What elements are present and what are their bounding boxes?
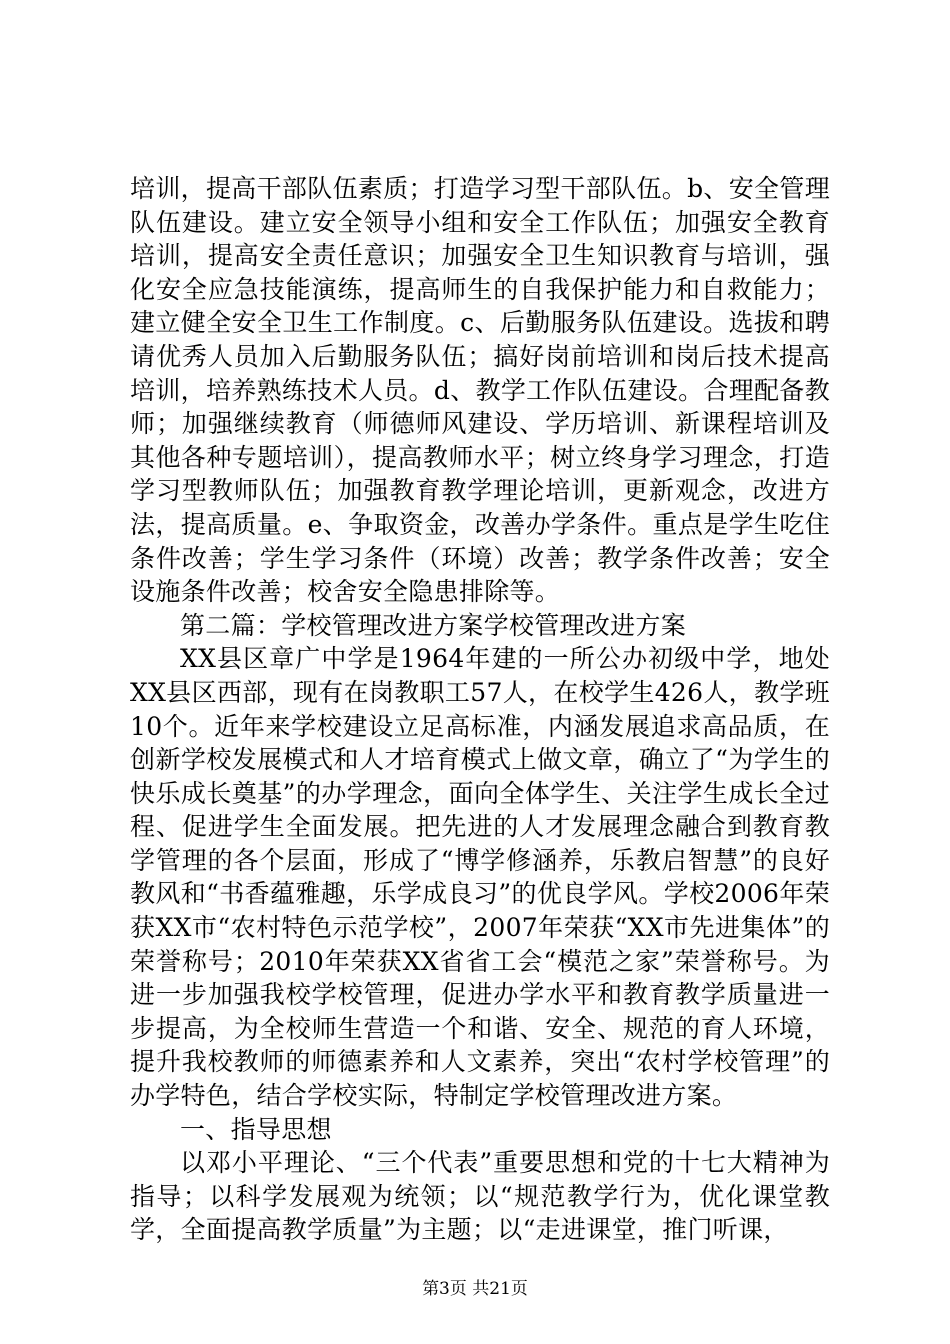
paragraph-guiding-ideology: 以邓小平理论、“三个代表”重要思想和党的十七大精神为指导；以科学发展观为统领；以“规范教学行为，优化课堂教学，全面提高教学质量”为主题；以“走进课堂，推门听课， bbox=[130, 1148, 830, 1245]
document-body bbox=[130, 172, 830, 1247]
section-heading-guiding-ideology: 一、指导思想 bbox=[180, 1114, 332, 1144]
section-heading-part-two: 第二篇：学校管理改进方案学校管理改进方案 bbox=[180, 610, 687, 640]
page-number-footer: 第3页 共21页 bbox=[422, 1279, 528, 1299]
paragraph-school-overview: XX县区章广中学是1964年建的一所公办初级中学，地处XX县区西部，现有在岗教职工57人，在校学生426人，教学班10个。近年来学校建设立足高标准，内涵发展追求高品质，在创新学校发展模式和人才培育模式上做文章，确立了“为学生的快乐成长奠基”的办学理念，面向全体学生、关注学生成长全过程、促进学生全面发展。把先进的人才发展理念融合到教育教学管理的各个层面，形成了“博学修涵养，乐教启智慧”的良好教风和“书香蕴雅趣，乐学成良习”的优良学风。学校2006年荣获XX市“农村特色示范学校”，2007年荣获“XX市先进集体”的荣誉称号；2010年荣获XX省省工会“模范之家”荣誉称号。为进一步加强我校学校管理，促进办学水平和教育教学质量进一步提高，为全校师生营造一个和谐、安全、规范的育人环境，提升我校教师的师德素养和人文素养，突出“农村学校管理”的办学特色，结合学校实际，特制定学校管理改进方案。 bbox=[130, 644, 830, 1111]
paragraph-team-building: 培训，提高干部队伍素质；打造学习型干部队伍。b、安全管理队伍建设。建立安全领导小组和安全工作队伍；加强安全教育培训，提高安全责任意识；加强安全卫生知识教育与培训，强化安全应急技能演练，提高师生的自我保护能力和自救能力；建立健全安全卫生工作制度。c、后勤服务队伍建设。选拔和聘请优秀人员加入后勤服务队伍；搞好岗前培训和岗后技术提高培训，培养熟练技术人员。d、教学工作队伍建设。合理配备教师；加强继续教育（师德师风建设、学历培训、新课程培训及其他各种专题培训），提高教师水平；树立终身学习理念，打造学习型教师队伍；加强教育教学理论培训，更新观念，改进方法，提高质量。e、争取资金，改善办学条件。重点是学生吃住条件改善；学生学习条件（环境）改善；教学条件改善；安全设施条件改善；校舍安全隐患排除等。 bbox=[130, 174, 830, 607]
